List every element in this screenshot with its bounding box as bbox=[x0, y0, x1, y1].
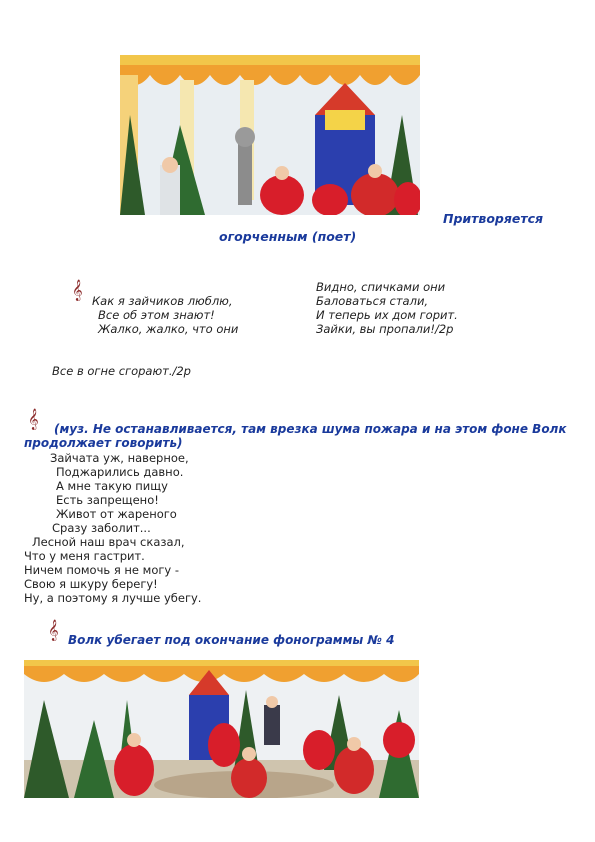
treble-clef-icon: 𝄞 bbox=[72, 280, 83, 301]
speech-line: А мне такую пищу bbox=[56, 479, 168, 493]
treble-clef-icon: 𝄞 bbox=[48, 620, 59, 641]
speech-line: Ну, а поэтому я лучше убегу. bbox=[24, 591, 202, 605]
stage-direction-3: Волк убегает под окончание фонограммы № 4 bbox=[68, 633, 395, 647]
wolf-speech bbox=[24, 451, 201, 605]
speech-line: Что у меня гастрит. bbox=[24, 549, 145, 563]
speech-line: Ничем помочь я не могу - bbox=[24, 563, 180, 577]
bottom-photo bbox=[24, 660, 419, 798]
verse-line: Жалко, жалко, что они bbox=[98, 322, 239, 336]
speech-line: Поджарились давно. bbox=[56, 465, 184, 479]
stage-direction-2 bbox=[24, 422, 584, 450]
speech-line: Лесной наш врач сказал, bbox=[32, 535, 185, 549]
song-end-line: Все в огне сгорают./2р bbox=[52, 364, 191, 378]
speech-line: Зайчата уж, наверное, bbox=[50, 451, 189, 465]
verse-line: И теперь их дом горит. bbox=[316, 308, 458, 322]
direction-line: (муз. Не останавливается, там врезка шума пожара и на этом фоне Волк bbox=[54, 422, 567, 436]
speech-line: Есть запрещено! bbox=[56, 493, 159, 507]
speech-line: Сразу заболит... bbox=[52, 521, 151, 535]
verse-line: Видно, спичками они bbox=[316, 280, 446, 294]
verse-line: Все об этом знают! bbox=[98, 308, 215, 322]
song-left-verse bbox=[92, 294, 238, 336]
verse-line: Как я зайчиков люблю, bbox=[92, 294, 233, 308]
verse-line: Зайки, вы пропали!/2р bbox=[316, 322, 454, 336]
stage-direction-part2: огорченным (поет) bbox=[219, 229, 357, 244]
speech-line: Свою я шкуру берегу! bbox=[24, 577, 158, 591]
stage-direction-part1: Притворяется bbox=[443, 211, 544, 226]
speech-line: Живот от жареного bbox=[56, 507, 177, 521]
direction-line: продолжает говорить) bbox=[24, 436, 183, 450]
verse-line: Баловаться стали, bbox=[316, 294, 429, 308]
treble-clef-icon: 𝄞 bbox=[28, 409, 39, 430]
song-right-verse bbox=[316, 280, 458, 336]
top-photo bbox=[120, 55, 420, 215]
